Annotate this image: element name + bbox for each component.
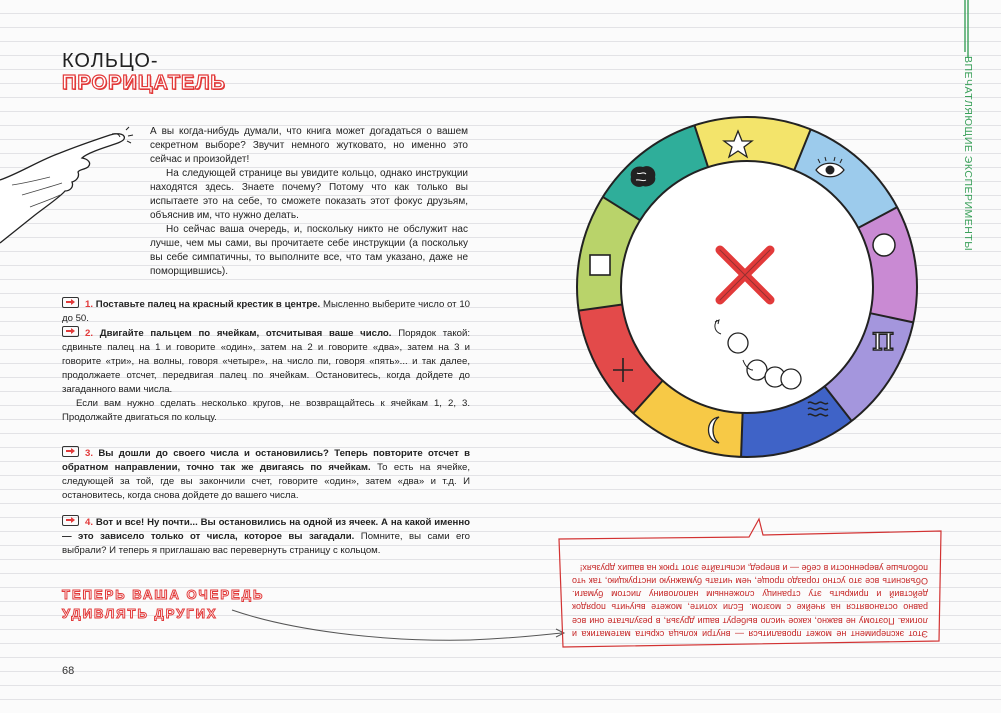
step-3 bbox=[62, 446, 470, 503]
caption-line1: ТЕПЕРЬ ВАША ОЧЕРЕДЬ bbox=[62, 587, 265, 602]
step-bold-text: Вот и все! Ну почти... Вы остановились на одной из ячеек. А на какой именно — это зависело только от числа, которое вы загадали. bbox=[62, 517, 470, 542]
page-title-line2: ПРОРИЦАТЕЛЬ bbox=[62, 72, 226, 94]
side-bookmark bbox=[962, 0, 972, 60]
step-text: Помните, вы сами его выбрали? И теперь я приглашаю вас перевернуть страницу с кольцом. bbox=[62, 531, 470, 556]
page-number: 68 bbox=[62, 665, 75, 677]
step-text: То есть на ячейке, следующей за той, где вы закончили счет, говорите «один», затем «два» и т.д. И остановитесь, когда снова дойдете до вашего числа. bbox=[62, 462, 471, 501]
brain-icon bbox=[631, 166, 656, 187]
step-bold-text: Вы дошли до своего числа и остановились? Теперь повторите отсчет в обратном направлении, точно так же двигаясь по ячейкам. bbox=[62, 448, 470, 473]
pointing-hand-icon bbox=[0, 125, 135, 260]
side-label-text: ВПЕЧАТЛЯЮЩИЕ ЭКСПЕРИМЕНТЫ bbox=[962, 56, 974, 252]
step-number: 3. bbox=[85, 448, 94, 459]
step-text: Порядок такой: сдвиньте палец на 1 и говорите «один», затем на 2 и говорите «два», затем на 3 и говорите «три», на волны, говоря «четыре», на число пи, говоря «пять»... и так далее, продолжаете отсчет, передвигая палец по ячейкам. Остановитесь, когда дойдете до загаданного вами числа. bbox=[62, 328, 471, 395]
intro-paragraph: На следующей странице вы увидите кольцо, однако инструкции находятся здесь. Знаете почему? Потому что как только вы испытаете это на себе, то сможете показать этот фокус друзьям, объяснив им, что нужно делать. bbox=[150, 168, 468, 221]
caption-line2: УДИВЛЯТЬ ДРУГИХ bbox=[62, 606, 218, 621]
step-number: 1. bbox=[85, 299, 94, 310]
intro-paragraph: А вы когда-нибудь думали, что книга может догадаться о вашем секретном выборе? Звучит немного жутковато, но именно это сейчас и произойдет! bbox=[150, 126, 468, 165]
step-number: 4. bbox=[85, 517, 94, 528]
square-icon bbox=[590, 255, 610, 275]
arrow-icon bbox=[62, 515, 79, 526]
arrow-icon bbox=[62, 297, 79, 308]
step-text: Мысленно выберите число от 10 до 50. bbox=[62, 299, 471, 324]
intro-text bbox=[150, 125, 468, 279]
step-extra-text: Если вам нужно сделать несколько кругов, не возвращайтесь к ячейкам 1, 2, 3. Продолжайте двигаться по кольцу. bbox=[62, 398, 470, 423]
note-text: Этот эксперимент не может провалиться — внутри кольца скрыта математика и логика. Поэтому не важно, какое число выберут ваши друзья, в результате они все равно остановятся на ячейке с мозгом. Если хотите, можете выучить порядок действий и прикрыть эту страницу сложенным наполовину листом бумаги. Объяснить все это устно гораздо проще, чем читать бумажную инструкцию, так что побольше уверенности в себе — и вперед, испытайте этот трюк на ваших друзьях! bbox=[572, 562, 928, 639]
side-section-label bbox=[958, 56, 978, 260]
connector-line bbox=[230, 600, 570, 650]
pi-icon bbox=[872, 319, 894, 359]
circle-icon bbox=[873, 234, 895, 256]
step-1 bbox=[62, 297, 470, 326]
page-title-line1: КОЛЬЦО- bbox=[62, 50, 159, 72]
step-bold-text: Двигайте пальцем по ячейкам, отсчитывая ваше число. bbox=[99, 328, 392, 339]
arrow-icon bbox=[62, 326, 79, 337]
upside-down-note bbox=[560, 520, 940, 648]
arrow-icon bbox=[62, 446, 79, 457]
step-number: 2. bbox=[85, 328, 94, 339]
step-2 bbox=[62, 326, 470, 425]
step-4 bbox=[62, 515, 470, 558]
intro-paragraph: Но сейчас ваша очередь, и, поскольку никто не обслужит нас лучше, чем мы сами, вы прочитаете себе инструкции (а поскольку вы себе симпатичны, то выполните все, что там указано, даже не поморщившись). bbox=[150, 224, 468, 277]
oracle-ring bbox=[575, 115, 920, 460]
svg-text:π: π bbox=[871, 319, 895, 359]
step-bold-text: Поставьте палец на красный крестик в центре. bbox=[95, 299, 321, 310]
